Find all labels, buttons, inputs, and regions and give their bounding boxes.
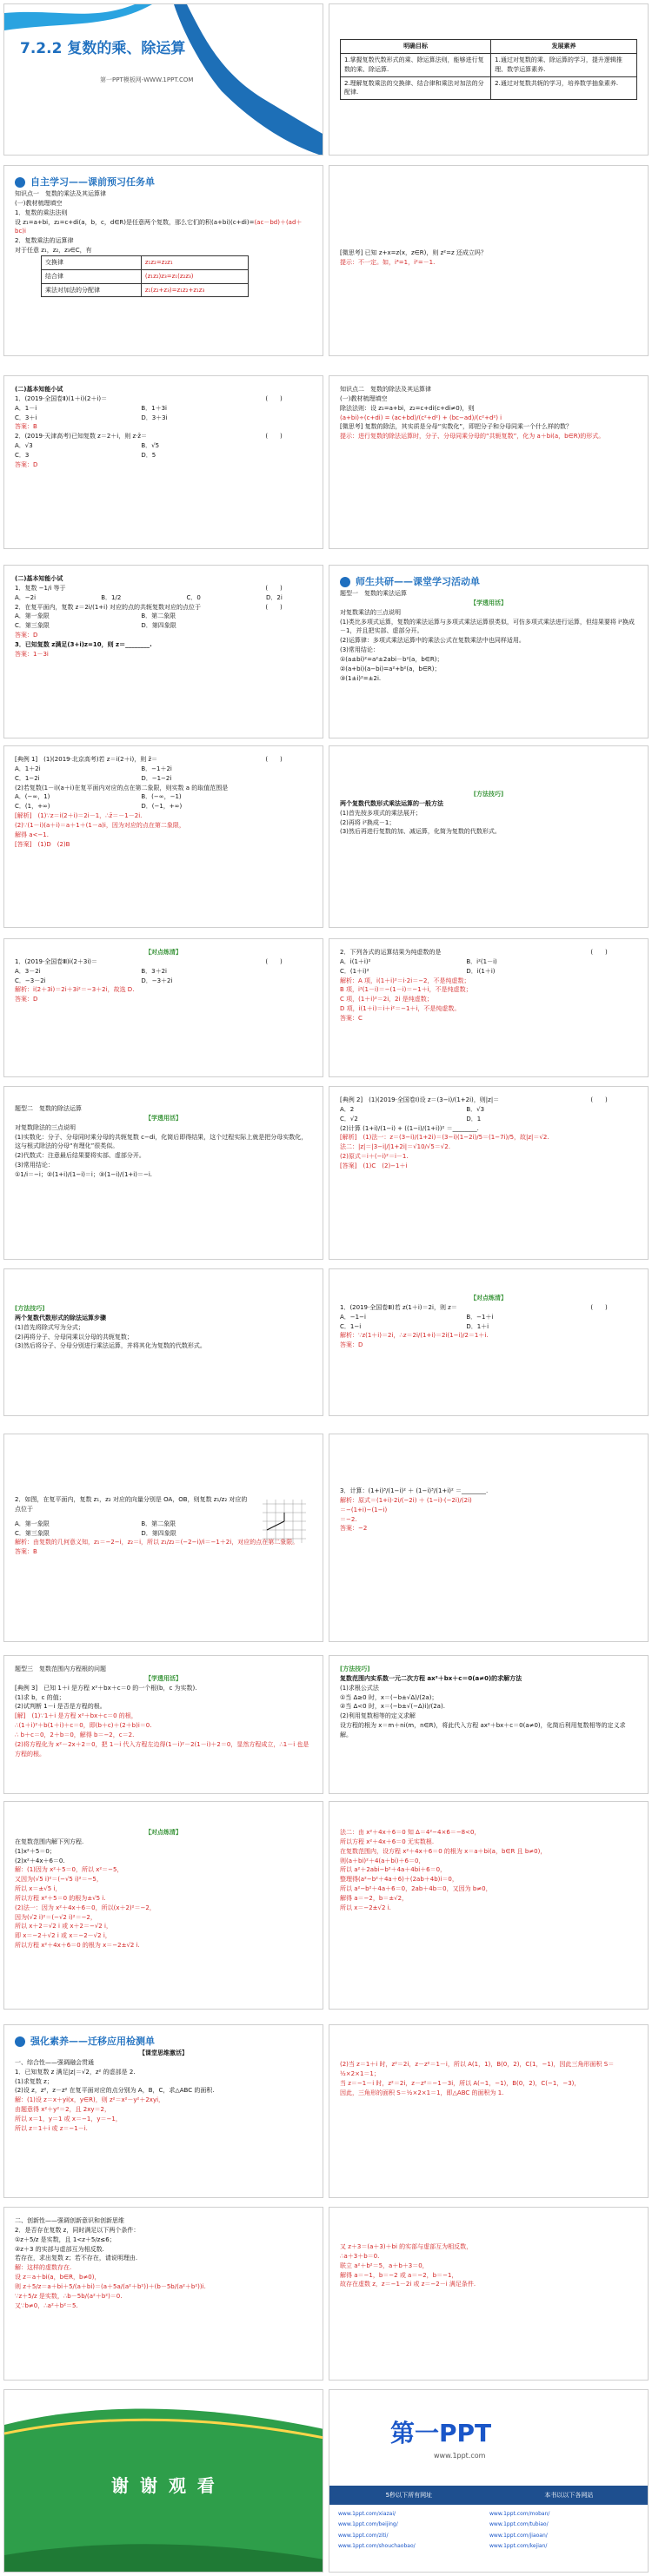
heading-text: 强化素养——迁移应用检测单 (30, 2036, 155, 2047)
slide-apply-2 (3, 2207, 323, 2381)
option: D．5 (141, 451, 156, 459)
option: C．第三象限 (15, 1529, 50, 1537)
text: (3)然后将分子、分母分别进行乘法运算，并将其化为复数的代数形式。 (15, 1342, 206, 1350)
slide-practice-4 (3, 1434, 323, 1642)
slide-knowledge-2 (329, 375, 649, 549)
option: A．−1−i (340, 1313, 366, 1321)
solution: 所以 z＝1＋i 或 z＝−1－i. (15, 2124, 88, 2132)
option: D．第四象限 (141, 1529, 176, 1537)
text: 两个复数代数形式的除法运算步骤 (15, 1314, 106, 1321)
option: A．第一象限 (15, 613, 50, 620)
solution: 解得 a＝−1，b＝−2 或 a＝−2，b＝−1， (340, 2271, 458, 2279)
subheading: [方法技巧] (15, 1305, 45, 1312)
text: 两个复数代数形式乘法运算的一般方法 (340, 799, 443, 807)
subheading: 【学透用活】 (470, 599, 507, 606)
solution: 所以 a²＋2abi−b²＋4a＋4bi＋6＝0， (340, 1866, 447, 1874)
slide-method-2 (3, 1268, 323, 1416)
credits-bar (329, 2486, 649, 2505)
brand-logo: 第一PPT (390, 2419, 492, 2447)
subheading: 【对点练清】 (145, 949, 182, 956)
option: C．−3－2i (15, 977, 46, 984)
question: 1．复数 −1/i 等于 (15, 584, 66, 592)
text: 除法法则：设 z₁=a+bi，z₂=c+di(c+di≠0)，则 (340, 404, 475, 412)
option: C．3＋i (15, 414, 37, 421)
solution: 因此，三角形的面积 S＝½×2×1＝1，即△ABC 的面积为 1. (340, 2089, 504, 2096)
solution: 所以方程 x²＋5＝0 的根为±√5 i. (15, 1894, 106, 1902)
slide-knowledge-1 (3, 165, 323, 356)
option: A．i(1＋i)² (340, 957, 371, 965)
slide-title-text: 7.2.2 复数的乘、除运算 (20, 40, 186, 57)
solution: 所以 x＝1，y＝1 或 x＝−1，y＝−1， (15, 2115, 122, 2122)
solution: 即 x＝−2＋√2 i 或 x＝−2－√2 i， (15, 1932, 111, 1940)
slide-goals (329, 3, 649, 156)
option: D．1＋i (466, 1322, 489, 1330)
slide-credits (329, 2389, 649, 2573)
subheading: 【对点练清】 (145, 1829, 182, 1836)
paren: ( ) (265, 433, 283, 440)
solution: 当 z＝−1－i 时，z²＝2i，z－z²＝−1－3i，所以 A(−1，−1)，B(0，2)，C(−1，−3)， (340, 2079, 581, 2087)
paren: ( ) (265, 756, 283, 763)
cell: 交换律 (42, 255, 142, 269)
heading: (二)基本知能小试 (15, 386, 63, 393)
cell: 结合律 (42, 269, 142, 283)
paren: ( ) (590, 1303, 608, 1311)
option: C．0 (186, 593, 201, 601)
header: 明确目标 (341, 40, 491, 54)
question: (1)x²＋5＝0； (15, 1847, 56, 1855)
text: (一)教材梳理填空 (340, 394, 388, 402)
question: (2)x²＋4x＋6＝0. (15, 1857, 65, 1864)
option: C．1−i (340, 1322, 362, 1330)
question: 3．计算：(1+i)³/(1−i)² ＋ (1−i)³/(1+i)² ＝________. (340, 1487, 489, 1494)
solution: 解析：A 项，i(1＋i)²＝i·2i＝−2，不是纯虚数； (340, 977, 470, 984)
text: (2)利用复数相等的定义求解 (340, 1712, 416, 1720)
slide-think-1 (329, 165, 649, 356)
solution: 所以方程 x²＋4x＋6＝0 无实数根. (340, 1838, 435, 1845)
option: B．3＋2i (141, 967, 167, 975)
text: (3)常用结论： (340, 646, 379, 654)
text: 题型三 复数范围内方程根的问题 (15, 1665, 106, 1672)
formula: ②(a+bi)(a−bi)=a²+b²(a，b∈R)； (340, 665, 441, 672)
solution: ∴a＋3＋b＝0. (340, 2252, 380, 2260)
slide-quiz-2 (3, 565, 323, 738)
option: B．1＋3i (141, 404, 167, 412)
solution: 所以方程 x²＋4x＋6＝0 的根为 x＝−2±√2 i. (15, 1942, 140, 1950)
slide-practice-5 (329, 1434, 649, 1642)
text: (1)实数化：分子、分母同时乘分母的共轭复数 c−di，化简后即得结果，这个过程实际上就是把分母实数化，这与根式除法的分母“有理化”很类似。 (15, 1133, 308, 1150)
text: (1)类比多项式运算，复数的乘法运算与多项式乘法运算很类似，可仿多项式乘法进行运算，但结果要将 i²换成－1，并且把实部、虚部分开。 (340, 618, 635, 635)
slide-type-1 (329, 565, 649, 738)
slide-apply-2b (329, 2207, 649, 2381)
slide-apply-1 (3, 2024, 323, 2198)
option: C．(1，+∞) (15, 803, 50, 811)
subheading: 【课堂思维激活】 (139, 2050, 188, 2057)
slide-practice-6b (329, 1801, 649, 2010)
question: 若存在，求出复数 z；若不存在，请说明理由. (15, 2255, 138, 2262)
paren: ( ) (265, 394, 283, 402)
solution: 则(a＋bi)²＋4(a＋bi)＋6＝0， (340, 1857, 425, 1864)
link[interactable]: www.1ppt.com/kejian/ (489, 2542, 548, 2549)
option: A．第一象限 (15, 1520, 50, 1527)
slide-type-3 (3, 1655, 323, 1794)
question: 1．(2019·全国卷Ⅲ)若 z(1＋i)＝2i，则 z＝ (340, 1303, 457, 1311)
option: D．−1−2i (141, 774, 172, 782)
formula: ①(a±bi)²=a²±2abi－b²(a，b∈R)； (340, 655, 443, 663)
text: (3)然后再进行复数的加、减运算，化简为复数的代数形式。 (340, 828, 501, 836)
text: 1．复数的乘法法则 (15, 209, 68, 216)
text: 对于任意 z₁，z₂，z₃∈C，有 (15, 247, 92, 255)
cell: z₁z₂=z₂z₁ (141, 255, 249, 269)
solution: 故存在虚数 z，z＝−1－2i 或 z＝−2－i 满足条件. (340, 2281, 476, 2288)
section-heading (340, 574, 637, 589)
text: (2)运算律：多项式乘法运算中的乘法公式在复数乘法中也同样适用。 (340, 637, 525, 645)
option: B．√5 (141, 442, 160, 450)
question: (1)求 b，c 的值； (15, 1693, 65, 1701)
question: (1)求复数 z； (15, 2077, 53, 2085)
solution: ∴ b＋c＝0，2＋b＝0，解得 b＝−2，c＝2. (15, 1731, 135, 1738)
answer: 答案：−2 (340, 1525, 368, 1533)
solution: 由题意得 x²＋y²＝2，且 2xy＝2， (15, 2106, 110, 2114)
slide-practice-2 (329, 938, 649, 1077)
question: (2)计算 (1+i)/(1−i) + ((1−i)/(1+i))² ＝________. (340, 1124, 479, 1132)
solution: [解析] (1)∵z＝i(2＋i)＝2i－1，∴z̄＝－1－2i. (15, 812, 143, 820)
question: 2．下列各式的运算结果为纯虚数的是 (340, 949, 442, 956)
brand-url: www.1ppt.com (434, 2452, 486, 2460)
text: 本书以以下各网站 (544, 2491, 594, 2499)
solution: 所以 x＝±√5 i， (15, 1885, 62, 1893)
text: (2)再将 i²换成－1； (340, 818, 396, 826)
formula: ③(1±i)²=±2i. (340, 674, 382, 682)
subheading: 【学透用活】 (145, 1674, 182, 1682)
heading-text: 师生共研——课堂学习活动单 (356, 576, 480, 587)
option: B．√3 (466, 1105, 485, 1113)
link[interactable]: www.1ppt.com/moban/ (489, 2511, 550, 2517)
option: B．第二象限 (141, 613, 176, 620)
question: (2)试判断 1－i 是否是方程的根。 (15, 1703, 106, 1711)
question: [典例 1] (1)(2019·北京高考)若 z＝i(2＋i)，则 z̄＝ (15, 756, 158, 763)
question: 2．是否存在复数 z，同时满足以下两个条件： (15, 2226, 140, 2234)
tip: 提示：不一定。如，i⁴=1，i²=－1. (340, 258, 436, 266)
solution: 设 z＝a＋bi(a，b∈R，b≠0)， (15, 2274, 101, 2281)
text: 对复数除法的三点说明 (15, 1123, 76, 1131)
link-list (338, 2510, 641, 2550)
text: [微思考] 复数的除法，其实质是分母“实数化”，即把分子和分母同乘一个什么样的数？ (340, 423, 572, 431)
option: D．2i (266, 593, 283, 601)
slide-thanks (3, 2389, 323, 2573)
solution: 在复数范围内，设方程 x²＋4x＋6＝0 的根为 x＝a＋bi(a，b∈R 且 b≠0)， (340, 1847, 547, 1855)
solution: 解得 a<−1. (15, 831, 49, 838)
option: C．3 (15, 451, 30, 459)
question: 3．已知复数 z满足(3+i)z=10，则 z＝________. (15, 640, 152, 648)
question: [典例 3] 已知 1＋i 是方程 x²＋bx＋c＝0 的一个根(b，c 为实数). (15, 1684, 197, 1692)
solution: 则 z＋5/z＝a＋bi＋5/(a＋bi)＝(a＋5a/(a²＋b²))＋(b－5b/(a²＋b²))i. (15, 2282, 206, 2290)
option: B．第二象限 (141, 1520, 176, 1527)
slide-example-1 (3, 745, 323, 928)
subheading: 【对点练清】 (470, 1295, 507, 1301)
text: 知识点二 复数的除法及其运算律 (340, 386, 431, 393)
bullet-icon (15, 2036, 25, 2047)
question: ②z＋3 的实部与虚部互为相反数. (15, 2245, 104, 2253)
cell: z₁(z₂+z₃)=z₁z₂+z₁z₃ (141, 283, 249, 297)
option: B．(−∞，−1) (141, 793, 182, 801)
option: D．(−1，+∞) (141, 803, 183, 811)
solution: 解析：由复数的几何意义知，z₁＝−2−i，z₂＝i，所以 z₁/z₂＝(−2−i)/i＝−1＋2i，对应的点在第二象限。 (15, 1539, 299, 1546)
cell: 乘法对加法的分配律 (42, 283, 142, 297)
text: 5秒以下所有网址 (385, 2491, 433, 2499)
bullet-icon (15, 177, 25, 188)
option: C．1−2i (15, 774, 40, 782)
cell: 1.通过对复数的乘、除运算的学习，提升逻辑推理、数学运算素养. (491, 53, 637, 76)
tip: 提示：进行复数的除法运算时，分子、分母同乘分母的“共轭复数”，化为 a＋bi(a，b∈R)的形式。 (340, 433, 605, 440)
solution: ∵z＋5/z 是实数，∴b－5b/(a²＋b²)＝0. (15, 2292, 123, 2300)
solution: 解：(1)设 z＝x＋yi(x，y∈R)，则 z²＝x²－y²＋2xyi， (15, 2096, 165, 2104)
solution: 所以 x＋2＝√2 i 或 x＋2＝−√2 i， (15, 1923, 112, 1930)
slide-practice-6 (3, 1801, 323, 2010)
option: B．−1＋i (466, 1313, 494, 1321)
option: A．(−∞，1) (15, 793, 50, 801)
subheading: [方法技巧] (473, 791, 504, 798)
text: 二、创新性——强调创新意识和创新思维 (15, 2217, 124, 2224)
solution: ＝−(1+i)−(1−i) (340, 1506, 388, 1513)
solution: 又 z＋3＝(a＋3)＋bi 的实部与虚部互为相反数， (340, 2243, 473, 2250)
option: A．2 (340, 1105, 355, 1113)
heading-text: 自主学习——课前预习任务单 (30, 176, 155, 188)
solution: 因为(√2 i)²＝(−√2 i)²＝−2， (15, 1913, 96, 1921)
text: 知识点一 复数的乘法及其运算律 (15, 190, 106, 198)
option: A．1－i (15, 404, 37, 412)
paren: ( ) (590, 1096, 608, 1103)
bullet-icon (340, 577, 350, 587)
text: 复数范围内实系数一元二次方程 ax²＋bx＋c＝0(a≠0)的求解方法 (340, 1674, 522, 1682)
solution: B 项，i²(1－i)＝−(1－i)＝−1＋i，不是纯虚数； (340, 986, 472, 994)
slide-method-3 (329, 1655, 649, 1794)
cell: 2.理解复数乘法的交换律、结合律和乘法对加法的分配律. (341, 76, 491, 100)
question: 2．(2019·天津高考)已知复数 z＝2＋i，则 z·z̄＝ (15, 433, 148, 440)
heading: (二)基本知能小试 (15, 575, 63, 582)
link[interactable]: www.1ppt.com/tubiao/ (489, 2521, 549, 2528)
formula: (a+bi)÷(c+di) = (ac+bd)/(c²+d²) + (bc−ad)/(c²+d²) i (340, 414, 502, 421)
question: 在复数范围内解下列方程. (15, 1838, 84, 1845)
solution: (2)原式＝i＋(−i)²＝i－1. (340, 1153, 409, 1161)
link[interactable]: www.1ppt.com/xiazai/ (338, 2511, 396, 2517)
text: (1)求根公式法 (340, 1684, 379, 1692)
text: (2)再将分子、分母同乘以分母的共轭复数； (15, 1333, 133, 1341)
text: (1)首先将除式写为分式； (15, 1323, 84, 1331)
cell: (z₁z₂)z₃=z₁(z₂z₃) (141, 269, 249, 283)
header: 发展素养 (491, 40, 637, 54)
option: D．−3＋2i (141, 977, 173, 984)
solution: 又因为(√5 i)²＝(−√5 i)²＝−5， (15, 1876, 103, 1884)
solution: (2)∵(1－i)(a＋i)＝a＋1＋(1－a)i，因为对应的点在第二象限， (15, 821, 185, 829)
question: 2．在复平面内，复数 z＝2i/(1+i) 对应的点的共轭复数对应的点位于 (15, 603, 202, 611)
option: A．1＋2i (15, 765, 41, 772)
answer: 答案：D (15, 632, 38, 639)
text: (3)常用结论： (15, 1162, 54, 1169)
subheading: [方法技巧] (340, 1665, 370, 1672)
option: D．3＋3i (141, 414, 168, 421)
text: (一)教材梳理填空 (15, 199, 63, 207)
answer: 答案：D (340, 1341, 363, 1349)
solution: (2)当 z＝1＋i 时，z²＝2i，z－z²＝1－i，所以 A(1，1)，B(0，2)，C(1，−1)，因此三角形面积 S＝½×2×1＝1； (340, 2061, 615, 2077)
option: C．(1＋i)² (340, 967, 369, 975)
answer: 答案：B (15, 1548, 37, 1556)
law-table (41, 255, 249, 298)
option: A．√3 (15, 442, 33, 450)
cell: 2.通过对复数共轭的学习，培养数学抽象素养. (491, 76, 637, 100)
question: 2．如图，在复平面内，复数 z₁，z₂ 对应的向量分别是 OA，OB，则复数 z₁/z₂ 对应的点位于 (15, 1496, 248, 1513)
solution: 解析：原式＝(1+i)·2i/(−2i) ＋ (1−i)·(−2i)/(2i) (340, 1496, 472, 1504)
answer: 答案：D (15, 460, 38, 468)
option: D．i(1＋i) (466, 967, 496, 975)
solution: ＝−2. (340, 1515, 357, 1523)
formula: ①当 Δ≥0 时，x＝(−b±√Δ)/(2a)； (340, 1693, 438, 1701)
slide-apply-1b (329, 2024, 649, 2198)
question: (2)设 z，z²，z－z² 在复平面对应的点分别为 A，B，C，求△ABC 的面积. (15, 2087, 215, 2095)
solution: ∴(1＋i)²＋b(1＋i)＋c＝0，即(b＋c)＋(2＋b)i＝0. (15, 1722, 152, 1730)
text: (1)首先按多项式的乘法展开； (340, 809, 422, 817)
solution: 解析：∵z(1＋i)＝2i，∴z＝2i/(1+i)＝2i(1−i)/2＝1＋i. (340, 1332, 489, 1340)
text: 一、综合性——强调融会贯通 (15, 2058, 94, 2066)
option: B．i²(1－i) (466, 957, 497, 965)
solution: [解析] (1)法一：z＝(3−i)/(1+2i)＝(3−i)(1−2i)/5＝(1−7i)/5，故|z|＝√2. (340, 1134, 549, 1142)
question: (2)若复数(1－i)(a＋i)在复平面内对应的点在第二象限，则实数 a 的取值范围是 (15, 784, 229, 791)
answer: [答案] (1)C (2)−1＋i (340, 1162, 408, 1169)
section-heading (15, 175, 312, 189)
answer: 答案：D (15, 996, 38, 1003)
solution: 所以 a²−b²＋4a＋6＝0，2ab＋4b＝0，又因为 b≠0， (340, 1885, 492, 1893)
answer: 答案：C (340, 1014, 363, 1022)
option: A．3－2i (15, 967, 41, 975)
solution: [解] (1)∵1＋i 是方程 x²＋bx＋c＝0 的根， (15, 1712, 137, 1720)
slide-example-2 (329, 1086, 649, 1260)
option: A．−2i (15, 593, 37, 601)
text: 题型二 复数的除法运算 (15, 1105, 82, 1112)
solution: 法二：由 x²＋4x＋6＝0 知 Δ＝4²−4×6＝−8<0， (340, 1829, 481, 1836)
caption: 第一PPT模板网-WWW.1PPT.COM (100, 76, 194, 83)
formula: ②当 Δ<0 时，x＝(−b±√(−Δ)i)/(2a). (340, 1703, 445, 1711)
cell: 1.掌握复数代数形式的乘、除运算法则，能够进行复数的乘、除运算. (341, 53, 491, 76)
question: 1．(2019·全国卷Ⅱ)(1＋i)(2＋i)＝ (15, 394, 108, 402)
option: C．√2 (340, 1115, 358, 1122)
answer: 答案：1－3i (15, 650, 49, 658)
text: 题型一 复数的乘法运算 (340, 590, 407, 598)
paren: ( ) (265, 603, 283, 611)
text: 设 z₁=a+bi，z₂=c+di(a，b，c，d∈R)是任意两个复数，那么它们的积(a+bi)(c+di)= (15, 218, 255, 226)
slide-quiz-1 (3, 375, 323, 549)
solution: 整理得(a²−b²＋4a＋6)＋(2ab＋4b)i＝0， (340, 1876, 458, 1884)
text: (2)代数式：注意最后结果要将实部、虚部分开。 (15, 1152, 145, 1160)
slide-type-2 (3, 1086, 323, 1260)
solution: (2)法一：因为 x²＋4x＋6＝0，所以(x＋2)²＝−2， (15, 1904, 156, 1911)
slide-method-1 (329, 745, 649, 928)
solution: 解：这样的虚数存在. (15, 2264, 72, 2272)
option: C．第三象限 (15, 622, 50, 630)
option: D．1 (466, 1115, 482, 1122)
slide-practice-1 (3, 938, 323, 1077)
answer: 答案：B (15, 423, 37, 431)
solution: 解：(1)因为 x²＋5＝0，所以 x²＝−5， (15, 1866, 123, 1874)
section-heading (15, 2034, 312, 2049)
solution: (2)将方程化为 x²－2x＋2＝0，把 1－i 代入方程左边得(1－i)²－2(1－i)＋2＝0，显然方程成立，∴1－i 也是方程的根。 (15, 1740, 309, 1758)
slide-title (3, 3, 323, 156)
thanks-text: 谢 谢 观 看 (111, 2475, 217, 2496)
solution: 法二：|z|＝|3−i|/|1+2i|＝√10/√5＝√2. (340, 1143, 450, 1151)
solution: 所以 x＝−2±√2 i. (340, 1904, 391, 1911)
solution: 解析：i(2＋3i)＝2i＋3i²＝−3＋2i，故选 D. (15, 986, 135, 994)
link[interactable]: www.1ppt.com/ziti/ (338, 2532, 389, 2539)
text: 设方程的根为 x＝m＋ni(m，n∈R)，将此代入方程 ax²＋bx＋c＝0(a≠0)，化简后利用复数相等的定义求解。 (340, 1722, 626, 1738)
text: 对复数乘法的三点说明 (340, 608, 401, 616)
paren: ( ) (265, 957, 283, 965)
option: B．1/2 (101, 593, 122, 601)
coordinate-figure (258, 1495, 310, 1547)
text: [微思考] 已知 z+x=z(x，z∈R)，则 z²=z 还成立吗？ (340, 249, 487, 256)
question: 1．已知复数 z 满足|z|＝√2，z² 的虚部是 2. (15, 2068, 136, 2076)
question: [典例 2] (1)(2019·全国卷Ⅰ)设 z＝(3−i)/(1+2i)，则|z|＝ (340, 1096, 500, 1103)
subheading: 【学透用活】 (145, 1114, 182, 1122)
formula: ①1/i＝−i；②(1+i)/(1−i)＝i；③(1−i)/(1+i)＝−i. (15, 1170, 152, 1178)
solution: D 项，i(1＋i)＝i＋i²＝−1＋i，不是纯虚数。 (340, 1005, 461, 1013)
link[interactable]: www.1ppt.com/shouchaobao/ (338, 2542, 416, 2549)
answer: (ac－bd)＋(ad＋bc)i (15, 218, 303, 235)
option: B．−1＋2i (141, 765, 172, 772)
link[interactable]: www.1ppt.com/jiaoan/ (489, 2532, 548, 2539)
solution: 解得 a＝−2，b＝±√2， (340, 1894, 409, 1902)
goals-table (340, 39, 637, 100)
solution: 又∵b≠0，∴a²＋b²＝5. (15, 2301, 78, 2309)
option: D．第四象限 (141, 622, 176, 630)
answer: [答案] (1)D (2)B (15, 840, 70, 848)
paren: ( ) (590, 949, 608, 956)
link[interactable]: www.1ppt.com/beijing/ (338, 2521, 398, 2528)
slide-practice-3 (329, 1268, 649, 1416)
question: ①z＋5/z 是实数，且 1<z＋5/z≤6； (15, 2235, 116, 2243)
solution: 联立 a²＋b²＝5，a＋b＋3＝0， (340, 2261, 429, 2269)
text: 2．复数乘法的运算律 (15, 237, 74, 245)
paren: ( ) (265, 584, 283, 592)
question: 1．(2019·全国卷Ⅲ)i(2＋3i)＝ (15, 957, 98, 965)
solution: C 项，(1＋i)²＝2i，2i 是纯虚数； (340, 996, 433, 1003)
